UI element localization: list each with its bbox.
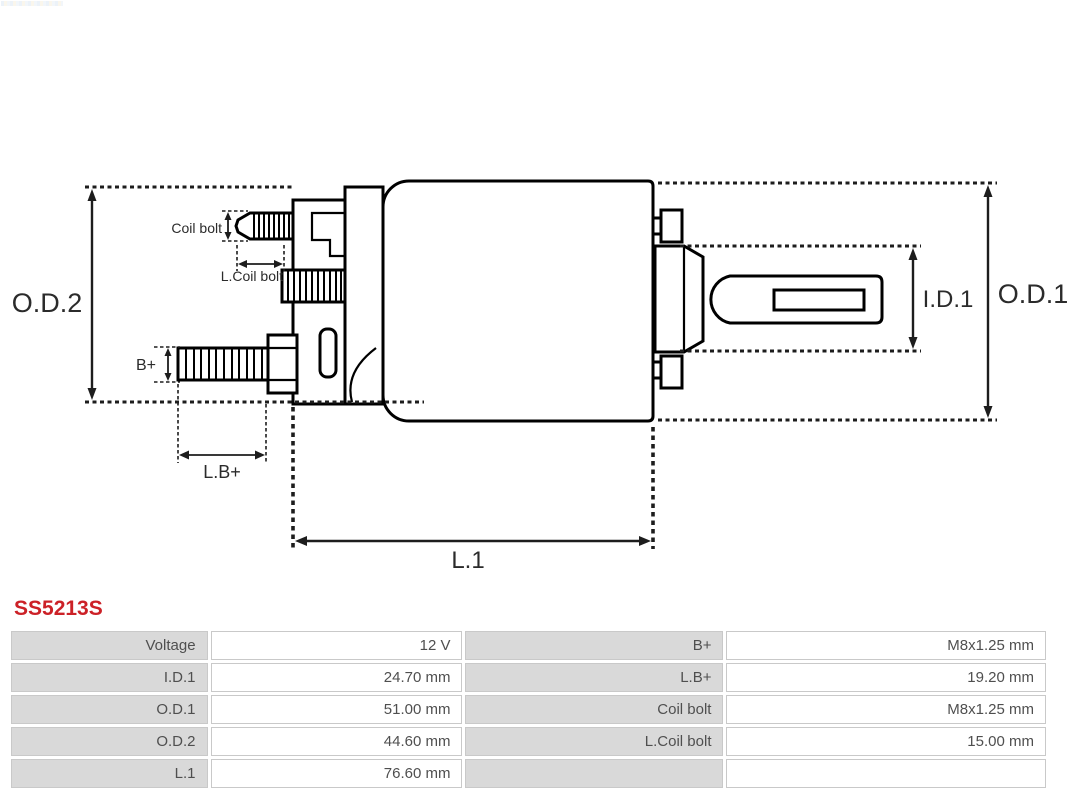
spec-value: M8x1.25 mm [726, 631, 1046, 660]
spec-value: M8x1.25 mm [726, 695, 1046, 724]
b-plus-nut [268, 335, 297, 393]
l-b-plus-label: L.B+ [203, 462, 241, 482]
spec-label: Voltage [11, 631, 208, 660]
dimension-l-coil-bolt [221, 245, 284, 284]
spec-row [11, 759, 1046, 788]
spec-label: B+ [465, 631, 723, 660]
od2-label: O.D.2 [11, 288, 83, 318]
spec-row [11, 695, 1046, 724]
flange-back-plate [345, 187, 383, 404]
top-left-artifact [1, 1, 63, 6]
dimension-l1 [293, 407, 653, 574]
spec-label: L.Coil bolt [465, 727, 723, 756]
spec-value: 12 V [211, 631, 463, 660]
spec-row [11, 727, 1046, 756]
dimension-b-plus [136, 347, 180, 382]
spec-label: O.D.2 [11, 727, 208, 756]
spec-value: 24.70 mm [211, 663, 463, 692]
spec-label [465, 759, 723, 788]
spec-value: 19.20 mm [726, 663, 1046, 692]
spec-table [8, 628, 1049, 791]
end-tab-top [661, 210, 682, 242]
od1-label: O.D.1 [997, 279, 1069, 309]
spec-label: L.1 [11, 759, 208, 788]
b-plus-label: B+ [135, 357, 157, 374]
spec-value [726, 759, 1046, 788]
coil-bolt-label: Coil bolt [171, 220, 222, 236]
end-bell [655, 246, 703, 352]
solenoid-drawing [178, 181, 882, 421]
spec-value: 15.00 mm [726, 727, 1046, 756]
b-plus-washer [320, 329, 336, 377]
solenoid-body [383, 181, 653, 421]
part-number-link[interactable]: SS5213S [14, 597, 103, 620]
spec-value: 76.60 mm [211, 759, 463, 788]
spec-row [11, 631, 1046, 660]
l1-label: L.1 [451, 547, 485, 574]
l-coil-bolt-label: L.Coil bolt [220, 268, 283, 284]
end-tab-bottom [661, 356, 682, 388]
spec-value: 44.60 mm [211, 727, 463, 756]
spec-label: L.B+ [465, 663, 723, 692]
spec-row [11, 663, 1046, 692]
spec-label: Coil bolt [465, 695, 723, 724]
spec-label: O.D.1 [11, 695, 208, 724]
plunger-slot [774, 290, 864, 310]
spec-label: I.D.1 [11, 663, 208, 692]
id1-label: I.D.1 [922, 286, 974, 313]
dimension-l-b-plus [178, 384, 266, 482]
spec-value: 51.00 mm [211, 695, 463, 724]
